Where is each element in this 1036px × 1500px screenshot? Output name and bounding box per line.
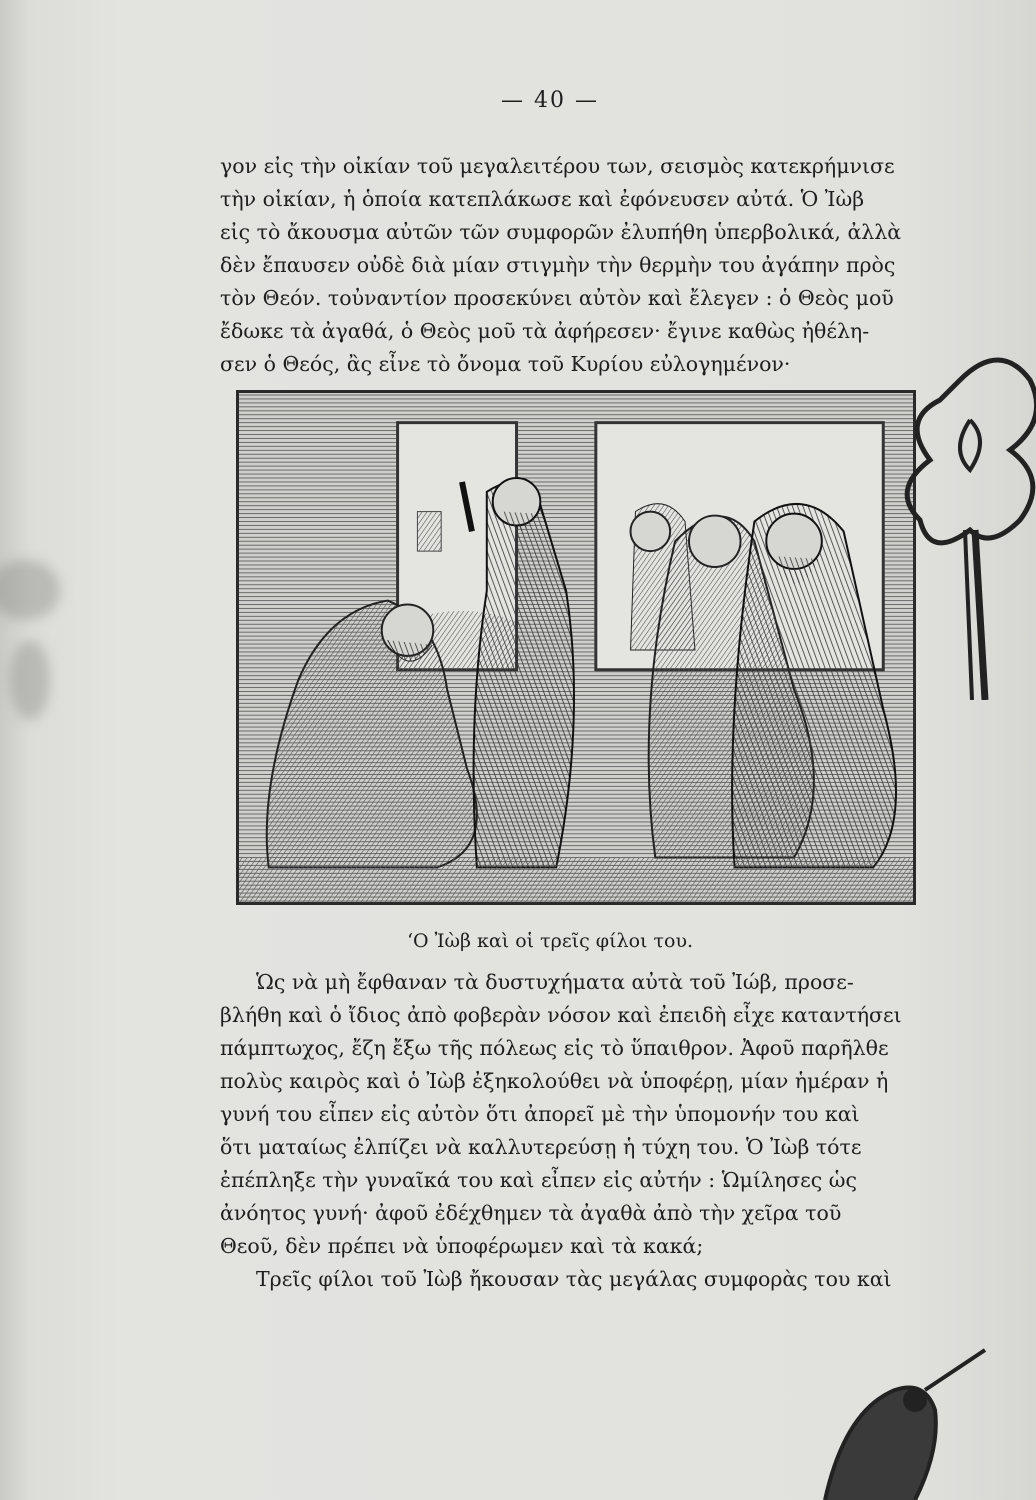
text-line: βλήθη καὶ ὁ ἴδιος ἀπὸ φοβερὰν νόσον καὶ ἐπειδὴ εἶχε καταντήσει: [220, 1003, 902, 1027]
text-line: Θεοῦ, δὲν πρέπει νὰ ὑποφέρωμεν καὶ τὰ κακά;: [220, 1234, 704, 1258]
text-line: ὅτι ματαίως ἐλπίζει νὰ καλλυτερεύσῃ ἡ τύχη του. Ὁ Ἰὼβ τότε: [220, 1135, 862, 1159]
engraving-drawing: [239, 393, 913, 902]
text-line: δὲν ἔπαυσεν οὐδὲ διὰ μίαν στιγμὴν τὴν θερμὴν του ἀγάπην πρὸς: [220, 253, 896, 277]
text-line: ἀνόητος γυνή· ἀφοῦ ἐδέχθημεν τὰ ἀγαθὰ ἀπὸ τὴν χεῖρα τοῦ: [220, 1201, 842, 1225]
pen-doodle-tree: [900, 340, 1036, 700]
pen-doodle-bird: [815, 1330, 1036, 1500]
text-line: ἔδωκε τὰ ἀγαθά, ὁ Θεὸς μοῦ τὰ ἀφήρεσεν· ἔγινε καθὼς ἠθέλη-: [220, 319, 870, 343]
engraving-illustration: [236, 390, 916, 905]
text-line: γυνή του εἶπεν εἰς αὐτὸν ὅτι ἀπορεῖ μὲ τὴν ὑπομονήν του καὶ: [220, 1102, 860, 1126]
text-line: Τρεῖς φίλοι τοῦ Ἰὼβ ἤκουσαν τὰς μεγάλας συμφορὰς του καὶ: [256, 1267, 892, 1291]
text-line: ἐπέπληξε τὴν γυναῖκά του καὶ εἶπεν εἰς αὐτήν : Ὡμίλησες ὡς: [220, 1168, 857, 1192]
text-line: εἰς τὸ ἄκουσμα αὐτῶν τῶν συμφορῶν ἐλυπήθη ὑπερβολικά, ἀλλὰ: [220, 220, 902, 244]
text-line: γον εἰς τὴν οἰκίαν τοῦ μεγαλειτέρου των, σεισμὸς κατεκρήμνισε: [220, 154, 895, 178]
illustration-caption: ʻΟ Ἰὼβ καὶ οἱ τρεῖς φίλοι του.: [406, 930, 694, 952]
text-line: τὸν Θεόν. τοὐναντίον προσεκύνει αὐτὸν καὶ ἔλεγεν : ὁ Θεὸς μοῦ: [220, 286, 894, 310]
text-line: τὴν οἰκίαν, ἡ ὁποία κατεπλάκωσε καὶ ἐφόνευσεν αὐτά. Ὁ Ἰὼβ: [220, 187, 865, 211]
text-line: σεν ὁ Θεός, ἂς εἶνε τὸ ὄνομα τοῦ Κυρίου εὐλογημένον·: [220, 352, 791, 376]
paper-stain: [10, 640, 50, 720]
paragraph-top: [220, 150, 960, 381]
text-line: πάμπτωχος, ἔζη ἔξω τῆς πόλεως εἰς τὸ ὕπαιθρον. Ἀφοῦ παρῆλθε: [220, 1036, 889, 1060]
page-number: — 40 —: [501, 88, 599, 113]
text-line: Ὡς νὰ μὴ ἔφθαναν τὰ δυστυχήματα αὐτὰ τοῦ Ἰώβ, προσε-: [256, 970, 854, 994]
text-line: πολὺς καιρὸς καὶ ὁ Ἰὼβ ἐξηκολούθει νὰ ὑποφέρῃ, μίαν ἡμέραν ἡ: [220, 1069, 889, 1093]
paper-stain: [0, 560, 60, 620]
paragraph-bottom: [220, 966, 960, 1296]
